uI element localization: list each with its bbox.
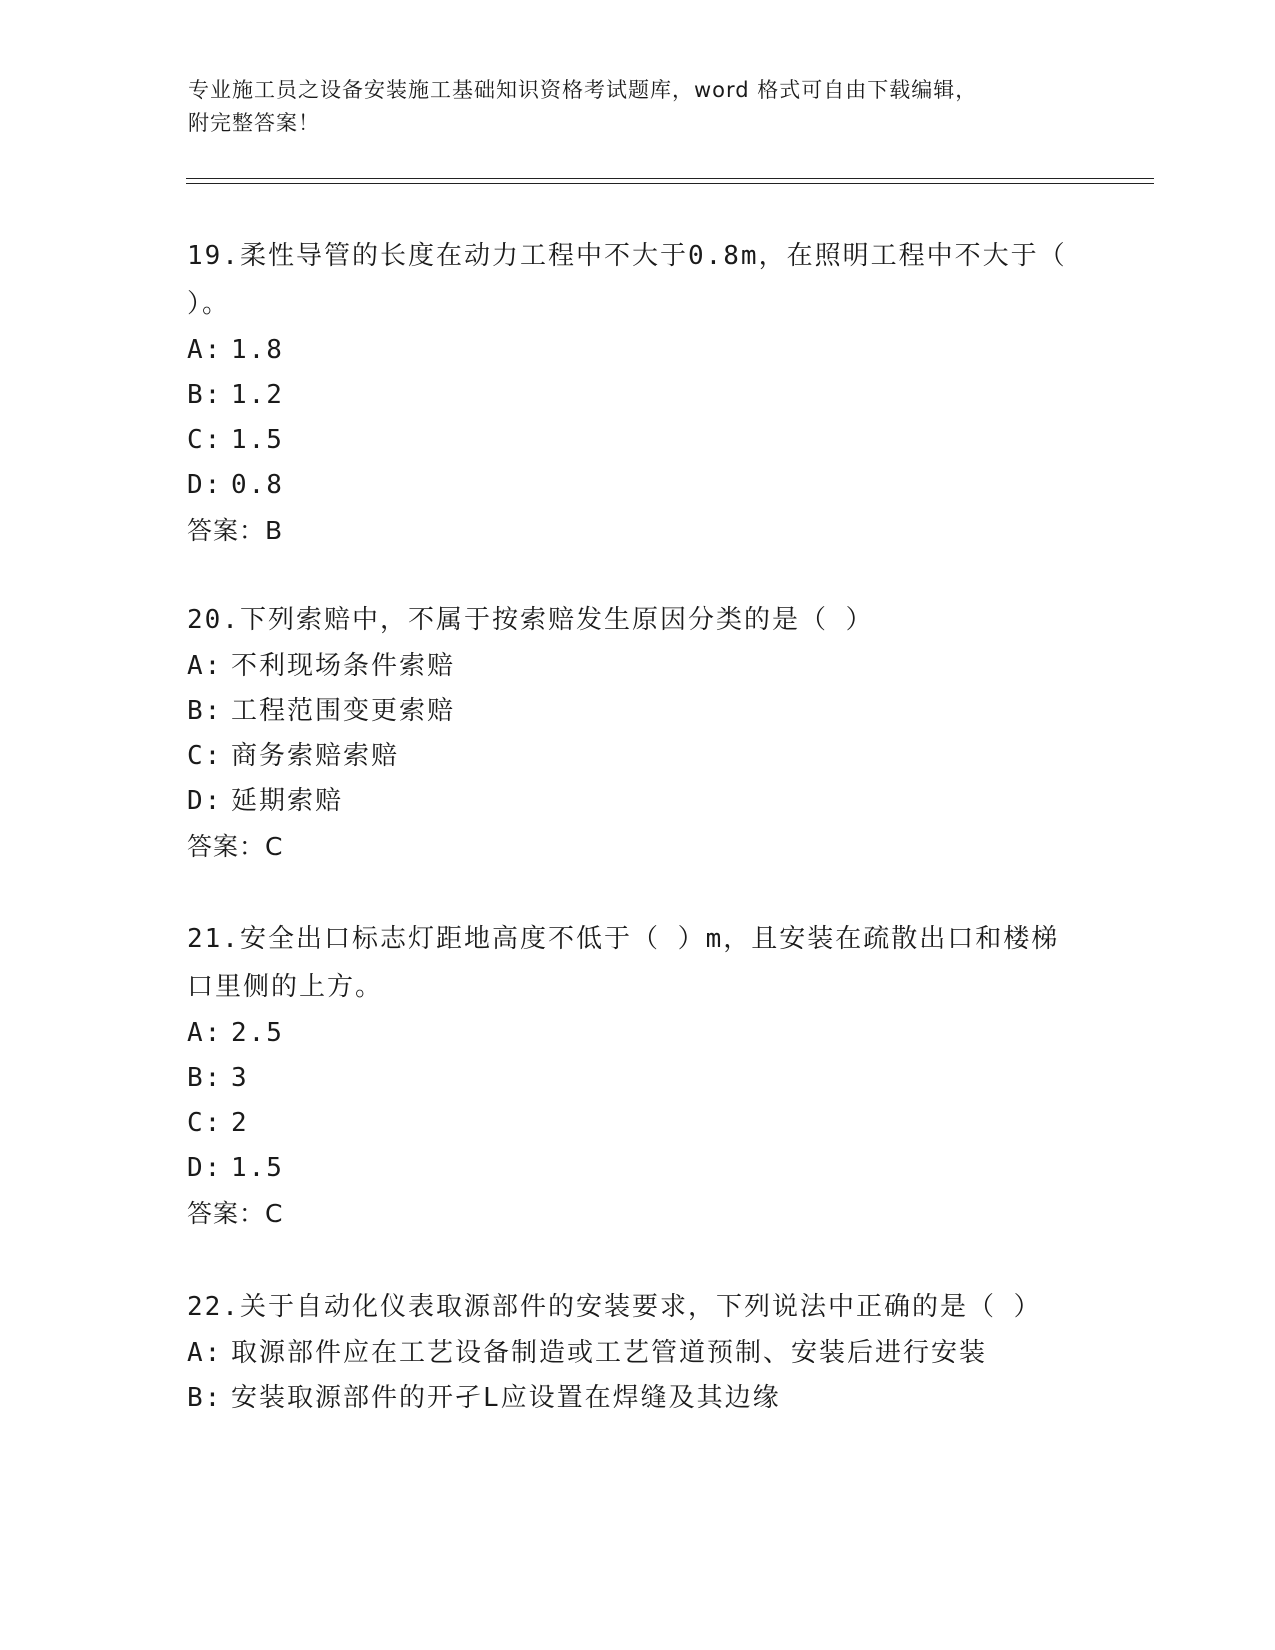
option-letter: C:: [187, 1108, 223, 1138]
option-letter: A:: [187, 335, 223, 365]
option-letter: B:: [187, 1383, 223, 1413]
option-text: 取源部件应在工艺设备制造或工艺管道预制、安装后进行安装: [231, 1338, 988, 1368]
option-text: 安装取源部件的开孑L应设置在焊缝及其边缘: [231, 1383, 781, 1413]
option-text: 商务索赔索赔: [231, 741, 400, 771]
header-divider-bottom: [186, 183, 1154, 184]
question-stem: 19.柔性导管的长度在动力工程中不大于0.8m，在照明工程中不大于（ ）。: [187, 241, 1067, 319]
header-line-2: 附完整答案！: [188, 111, 320, 135]
answer-line: 答案：C: [187, 832, 284, 861]
option-text: 1.5: [231, 425, 284, 455]
question-19: [187, 232, 1087, 554]
document-header: [188, 74, 1088, 140]
option-text: 1.8: [231, 335, 284, 365]
option-a: [187, 328, 1087, 373]
option-text: 3: [231, 1063, 249, 1093]
option-text: 2: [231, 1108, 249, 1138]
header-line-1: 专业施工员之设备安装施工基础知识资格考试题库，word 格式可自由下载编辑，: [188, 78, 978, 102]
option-b: [187, 689, 1087, 734]
option-b: [187, 1056, 1087, 1101]
option-letter: A:: [187, 651, 223, 681]
question-stem: 22.关于自动化仪表取源部件的安装要求，下列说法中正确的是（ ）: [187, 1292, 1042, 1322]
question-stem: 20.下列索赔中，不属于按索赔发生原因分类的是（ ）: [187, 605, 874, 635]
option-a: [187, 1331, 1087, 1376]
option-letter: A:: [187, 1338, 223, 1368]
option-text: 2.5: [231, 1018, 284, 1048]
option-text: 0.8: [231, 470, 284, 500]
option-a: [187, 644, 1087, 689]
answer-line: 答案：B: [187, 516, 284, 545]
option-text: 1.5: [231, 1153, 284, 1183]
option-b: [187, 373, 1087, 418]
option-text: 1.2: [231, 380, 284, 410]
question-21: [187, 915, 1087, 1237]
option-letter: B:: [187, 696, 223, 726]
option-d: [187, 1146, 1087, 1191]
option-letter: D:: [187, 786, 223, 816]
question-20: [187, 596, 1087, 870]
question-stem: 21.安全出口标志灯距地高度不低于（ ）m，且安装在疏散出口和楼梯口里侧的上方。: [187, 924, 1060, 1002]
option-text: 工程范围变更索赔: [231, 696, 456, 726]
option-d: [187, 463, 1087, 508]
question-22: [187, 1283, 1087, 1421]
option-letter: A:: [187, 1018, 223, 1048]
option-b: [187, 1376, 1087, 1421]
option-a: [187, 1011, 1087, 1056]
option-text: 延期索赔: [231, 786, 344, 816]
option-text: 不利现场条件索赔: [231, 651, 456, 681]
header-divider-top: [186, 178, 1154, 179]
option-c: [187, 734, 1087, 779]
answer-line: 答案：C: [187, 1199, 284, 1228]
option-letter: C:: [187, 425, 223, 455]
option-d: [187, 779, 1087, 824]
option-letter: D:: [187, 470, 223, 500]
option-letter: C:: [187, 741, 223, 771]
option-letter: D:: [187, 1153, 223, 1183]
option-letter: B:: [187, 1063, 223, 1093]
option-c: [187, 418, 1087, 463]
option-letter: B:: [187, 380, 223, 410]
option-c: [187, 1101, 1087, 1146]
